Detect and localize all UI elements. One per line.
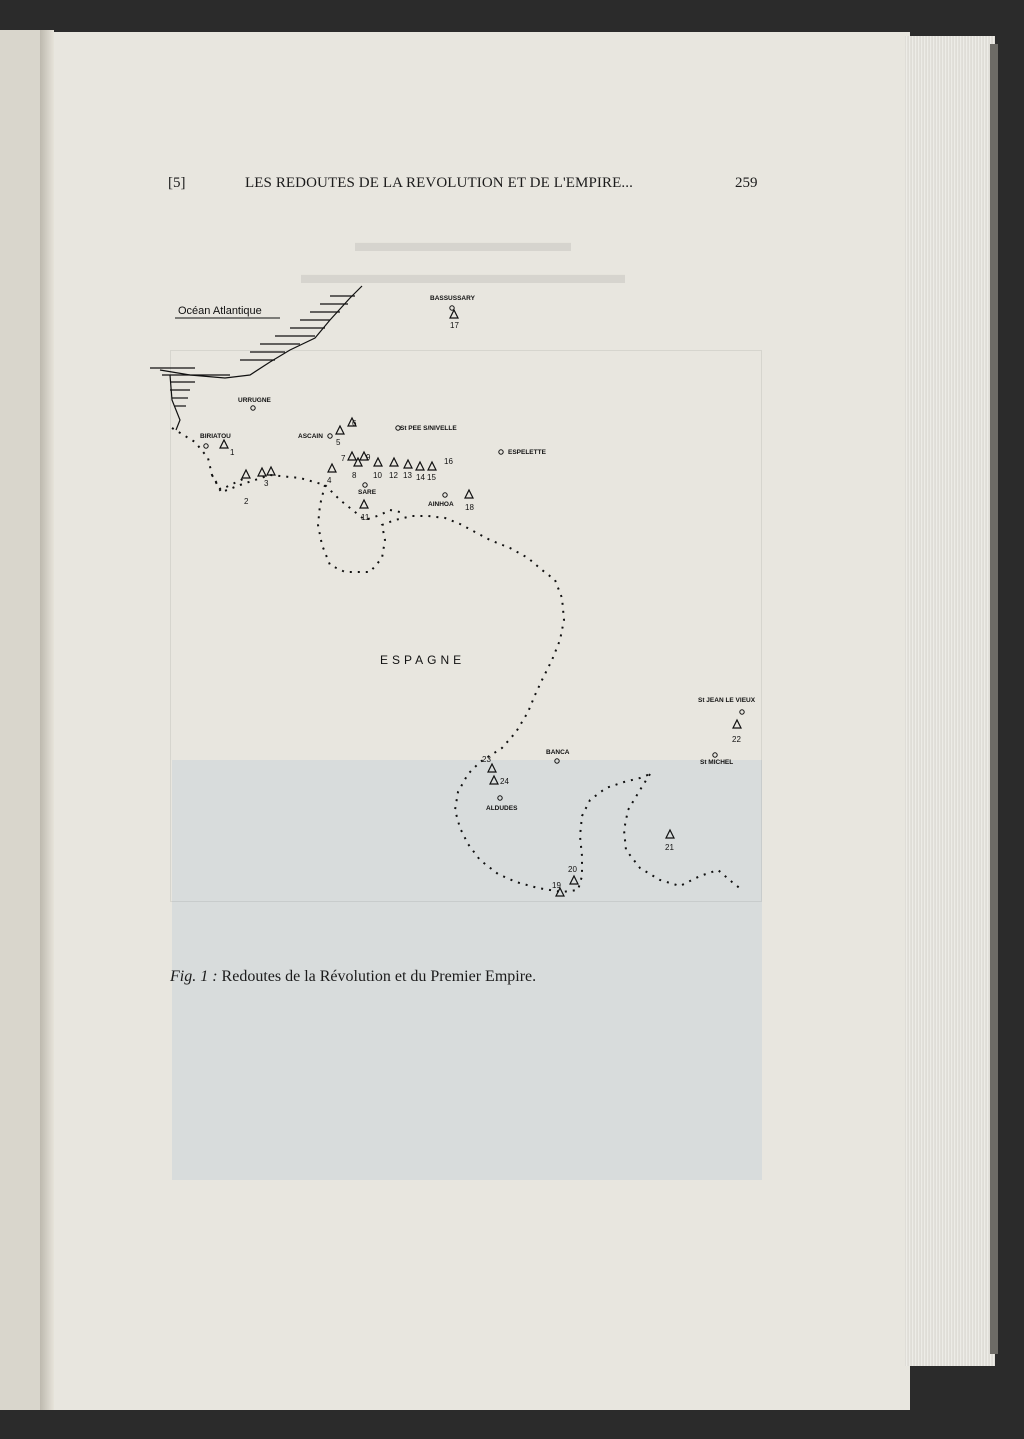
figure-caption-text: Redoutes de la Révolution et du Premier Empire.: [221, 968, 537, 985]
redoubt-number: 11: [361, 513, 370, 522]
page-stack-shadow: [990, 44, 998, 1354]
redoubt-number: 16: [444, 457, 453, 466]
redoubt-number: 6: [352, 419, 357, 428]
redoubt-number: 12: [389, 471, 398, 480]
place-sare: SARE: [358, 489, 377, 496]
redoubt-number: 7: [341, 454, 346, 463]
book-gutter: [40, 30, 54, 1410]
show-through-title: ▬▬▬▬▬▬▬▬ ▬▬▬▬▬▬▬▬▬▬▬▬: [301, 227, 625, 290]
figure-label: Fig. 1 :: [170, 968, 218, 985]
place-st-michel: St MICHEL: [700, 759, 734, 766]
redoubt-number: 10: [373, 471, 382, 480]
redoubts-map: [150, 280, 790, 920]
redoubt-number: 1: [230, 448, 235, 457]
running-title: LES REDOUTES DE LA REVOLUTION ET DE L'EMPIRE...: [245, 175, 633, 191]
redoubt-number: 13: [403, 471, 412, 480]
place-aldudes: ALDUDES: [486, 805, 518, 812]
redoubt-number: 2: [244, 497, 249, 506]
figure-caption: [170, 968, 536, 986]
redoubt-number: 14: [416, 473, 425, 482]
redoubt-number: 17: [450, 321, 459, 330]
redoubt-number: 22: [732, 735, 741, 744]
place-espelette: ESPELETTE: [508, 449, 546, 456]
redoubt-number: 24: [500, 777, 509, 786]
ocean-label: Océan Atlantique: [178, 305, 262, 317]
place-biriatou: BIRIATOU: [200, 433, 231, 440]
redoubt-number: 5: [336, 438, 341, 447]
place-ascain: ASCAIN: [298, 433, 323, 440]
page-stack-edge: [905, 36, 995, 1366]
page-number: 259: [735, 175, 758, 191]
redoubt-number: 21: [665, 843, 674, 852]
redoubt-number: 4: [327, 476, 332, 485]
place-urrugne: URRUGNE: [238, 397, 271, 404]
section-number: [5]: [168, 175, 186, 191]
place-banca: BANCA: [546, 749, 570, 756]
redoubt-number: 3: [264, 479, 269, 488]
place-ainhoa: AINHOA: [428, 501, 454, 508]
redoubt-number: 23: [482, 755, 491, 764]
redoubt-markers: [220, 310, 741, 896]
redoubt-number: 8: [352, 471, 357, 480]
place-st-jean: St JEAN LE VIEUX: [698, 697, 756, 704]
country-label: ESPAGNE: [380, 653, 466, 667]
redoubt-number: 20: [568, 865, 577, 874]
redoubt-number: 18: [465, 503, 474, 512]
redoubt-number: 19: [552, 881, 561, 890]
redoubt-number: 15: [427, 473, 436, 482]
redoubt-number: 9: [366, 453, 371, 462]
place-bassussary: BASSUSSARY: [430, 295, 475, 302]
place-st-pee: St PEE S/NIVELLE: [400, 425, 457, 432]
